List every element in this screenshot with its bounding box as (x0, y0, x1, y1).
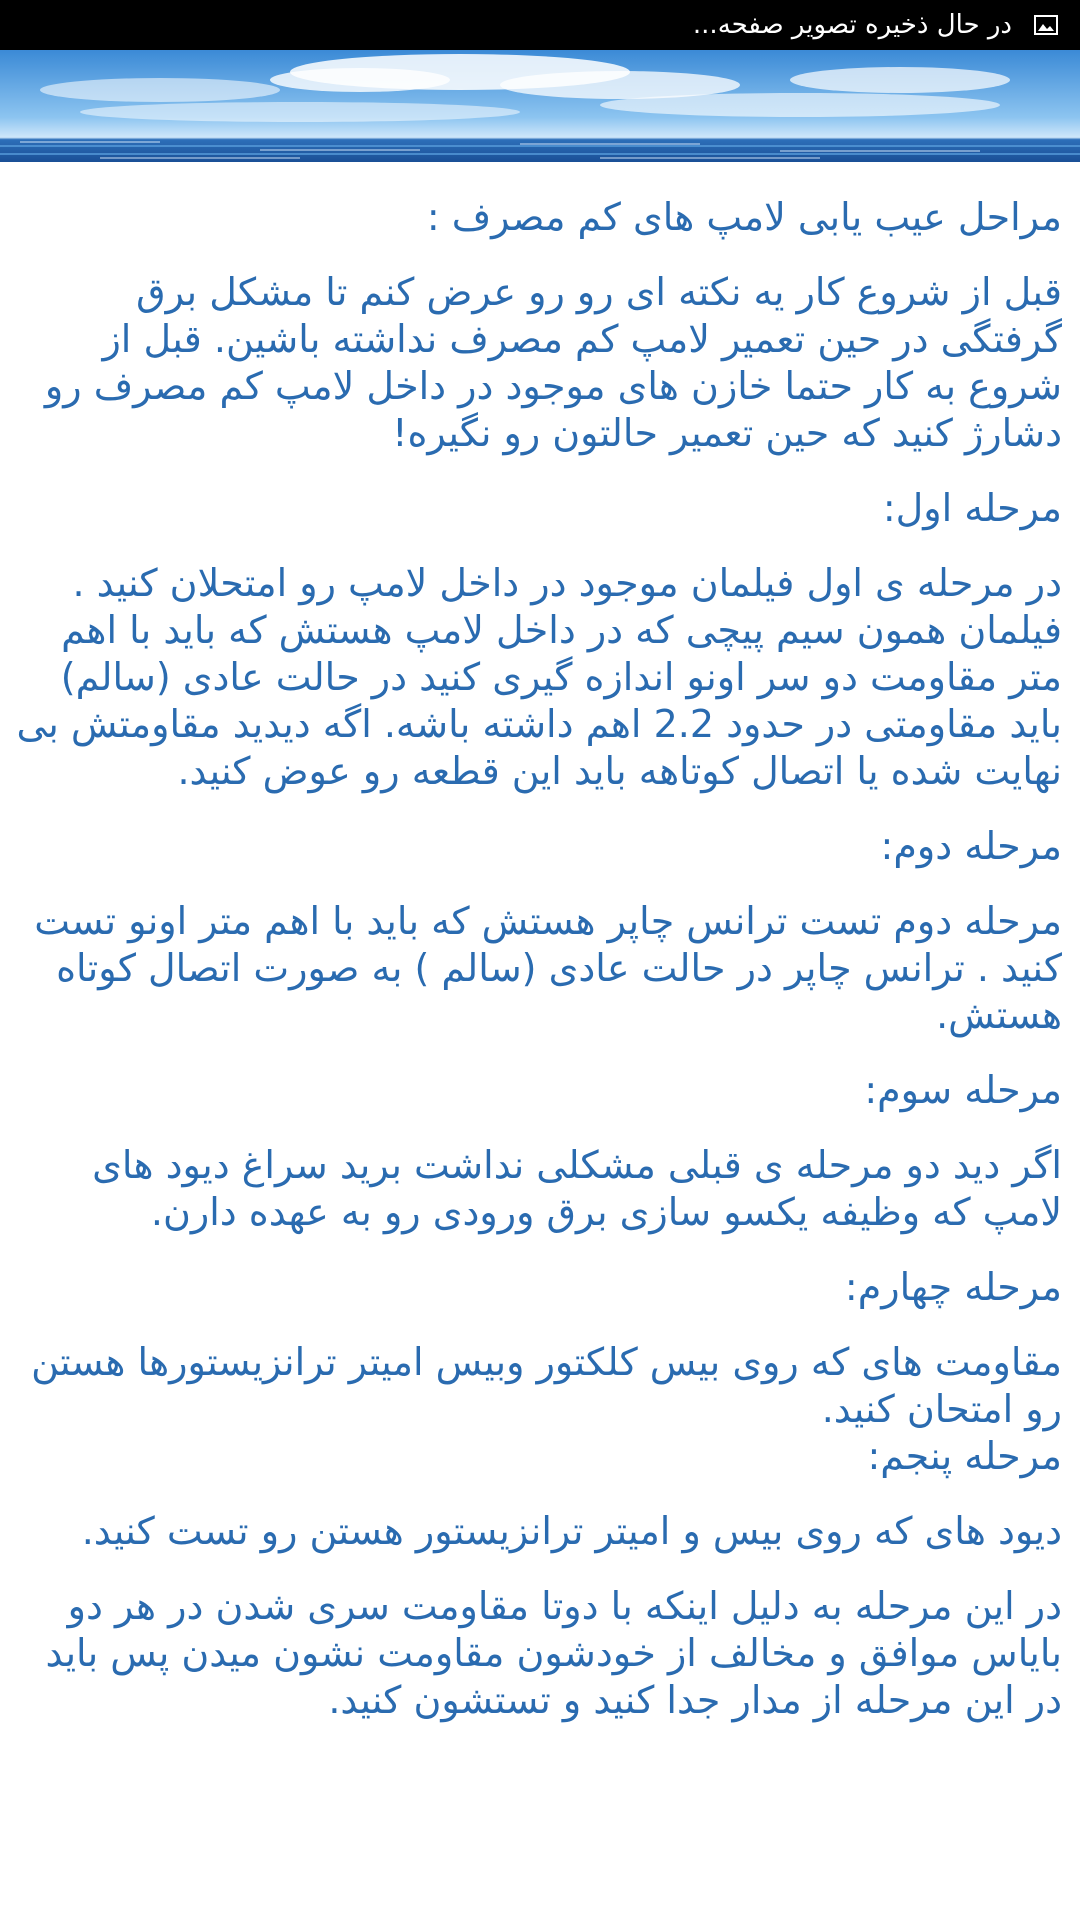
status-bar (0, 0, 1080, 50)
step-5-paragraph: دیود های که روی بیس و امیتر ترانزیستور هستن رو تست کنید. (81, 1509, 1062, 1553)
article-title: مراحل عیب یابی لامپ های کم مصرف : (426, 195, 1062, 239)
article-content (0, 162, 1080, 1920)
intro-paragraph: قبل از شروع کار یه نکته ای رو رو عرض کنم تا مشکل برق گرفتگی در حین تعمیر لامپ کم مصرف نداشته باشین. قبل از شروع به کار حتما خازن های موجود در داخل لامپ کم مصرف رو دشارژ کنید که حین تعمیر حالتون رو نگیره! (44, 270, 1062, 455)
step-5-heading: مرحله پنجم: (867, 1434, 1062, 1478)
step-4-paragraph: مقاومت های که روی بیس کلکتور وبیس امیتر ترانزیستورها هستن رو امتحان کنید. (31, 1340, 1062, 1431)
step-1-paragraph: در مرحله ی اول فیلمان موجود در داخل لامپ رو امتحلان کنید . فیلمان همون سیم پیچی که در داخل لامپ هستش که باید با اهم متر مقاومت دو سر اونو اندازه گیری کنید در حالت عادی (سالم) باید مقاومتی در حدود 2.2 اهم داشته باشه. اگه دیدید مقاومتش بی نهایت شده یا اتصال کوتاهه باید این قطعه رو عوض کنید. (16, 561, 1062, 793)
step-2-paragraph: مرحله دوم تست ترانس چاپر هستش که باید با اهم متر اونو تست کنید . ترانس چاپر در حالت عادی (سالم ) به صورت اتصال کوتاه هستش. (34, 899, 1062, 1037)
step-6-paragraph: در این مرحله به دلیل اینکه با دوتا مقاومت سری شدن در هر دو بایاس موافق و مخالف از خودشون مقاومت نشون میدن پس باید در این مرحله از مدار جدا کنید و تستشون کنید. (45, 1584, 1062, 1722)
step-3-heading: مرحله سوم: (864, 1068, 1062, 1112)
status-notification-text: در حال ذخیره تصویر صفحه... (692, 10, 1012, 40)
step-2-heading: مرحله دوم: (880, 824, 1062, 868)
step-4-heading: مرحله چهارم: (844, 1265, 1062, 1309)
image-icon (1034, 15, 1058, 35)
header-banner-image (0, 50, 1080, 162)
step-3-paragraph: اگر دید دو مرحله ی قبلی مشکلی نداشت برید سراغ دیود های لامپ که وظیفه یکسو سازی برق ورودی رو به عهده دارن. (92, 1143, 1062, 1234)
step-1-heading: مرحله اول: (882, 486, 1062, 530)
